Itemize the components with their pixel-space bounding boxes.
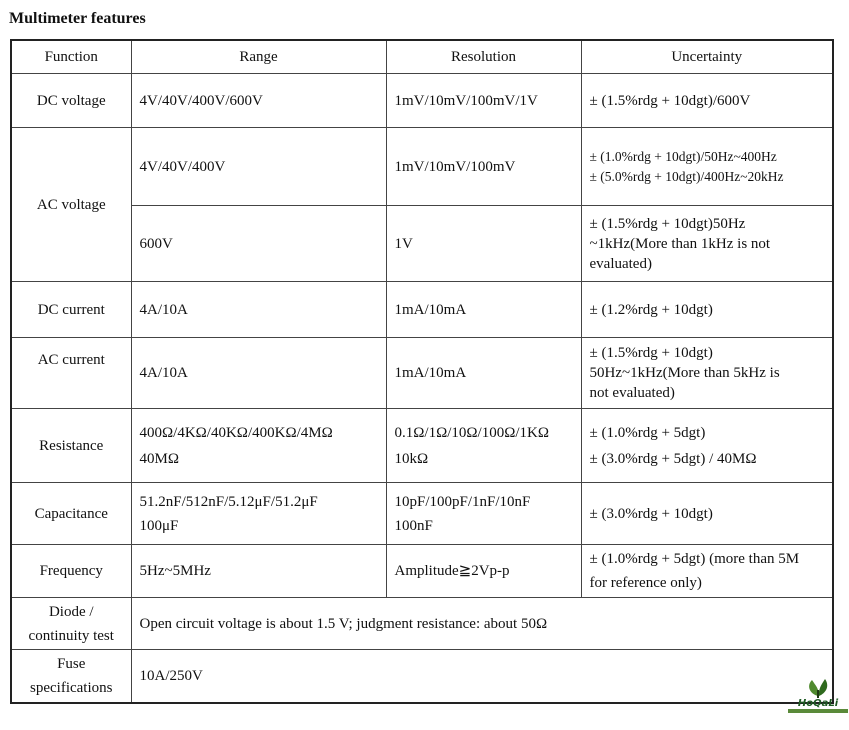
resolution-line: 0.1Ω/1Ω/10Ω/100Ω/1KΩ [394,424,549,441]
uncertainty-line: not evaluated) [589,385,675,401]
range-line: 100μF [139,517,179,534]
uncertainty-cell [581,338,833,409]
merged-value-cell: 10A/250V [131,650,833,703]
uncertainty-cell [581,206,833,282]
range-cell: 600V [131,206,386,282]
range-line: 40MΩ [139,450,179,467]
table-row [11,483,833,545]
function-line: Fuse [57,655,86,672]
uncertainty-line: ± (1.5%rdg + 10dgt) [589,345,713,361]
resolution-cell: 1V [386,206,581,282]
function-cell: Frequency [11,545,131,598]
uncertainty-line: ± (1.0%rdg + 5dgt) (more than 5M [589,551,800,567]
range-cell [131,409,386,483]
table-row [11,282,833,338]
table-row [11,598,833,650]
resolution-cell: 1mV/10mV/100mV/1V [386,74,581,128]
range-line: 400Ω/4KΩ/40KΩ/400KΩ/4MΩ [139,424,333,441]
function-line: continuity test [28,627,114,644]
table-row [11,545,833,598]
resolution-cell: Amplitude≧2Vp-p [386,545,581,598]
uncertainty-cell: ± (1.2%rdg + 10dgt) [581,282,833,338]
range-cell: 4V/40V/400V [131,128,386,206]
range-line: 51.2nF/512nF/5.12μF/51.2μF [139,493,318,510]
uncertainty-line: ~1kHz(More than 1kHz is not [589,235,771,252]
function-cell: DC voltage [11,74,131,128]
range-cell: 4A/10A [131,282,386,338]
range-cell [131,483,386,545]
uncertainty-cell [581,545,833,598]
resolution-cell: 1mA/10mA [386,282,581,338]
multimeter-features-table [10,39,834,704]
uncertainty-line: for reference only) [589,575,702,591]
table-row [11,74,833,128]
table-header-row [11,40,833,74]
table-row [11,409,833,483]
uncertainty-cell [581,409,833,483]
resolution-cell [386,409,581,483]
uncertainty-line: ± (1.0%rdg + 10dgt)/50Hz~400Hz [589,148,777,164]
page-title: Multimeter features [9,10,146,27]
leaf-logo-icon [788,676,848,716]
function-cell: Resistance [11,409,131,483]
logo-text: HoQaLi [797,698,839,709]
header-function: Function [11,40,131,74]
resolution-cell [386,483,581,545]
header-range: Range [131,40,386,74]
resolution-line: 100nF [394,517,433,534]
uncertainty-line: ± (3.0%rdg + 5dgt) / 40MΩ [589,450,757,467]
function-cell: Capacitance [11,483,131,545]
function-cell: DC current [11,282,131,338]
logo-underline [788,709,848,713]
merged-value-cell: Open circuit voltage is about 1.5 V; judgment resistance: about 50Ω [131,598,833,650]
table-row [11,128,833,206]
range-cell: 4V/40V/400V/600V [131,74,386,128]
uncertainty-line: 50Hz~1kHz(More than 5kHz is [589,365,780,381]
resolution-cell: 1mA/10mA [386,338,581,409]
function-cell: AC voltage [11,128,131,282]
range-cell: 5Hz~5MHz [131,545,386,598]
header-uncertainty: Uncertainty [581,40,833,74]
leaf-icon [788,676,848,700]
uncertainty-line: ± (5.0%rdg + 10dgt)/400Hz~20kHz [589,168,784,184]
uncertainty-line: ± (1.0%rdg + 5dgt) [589,424,706,441]
function-line: specifications [30,679,113,696]
table-row [11,338,833,409]
function-cell [11,650,131,703]
function-cell [11,598,131,650]
function-line: Diode / [48,603,94,620]
resolution-line: 10pF/100pF/1nF/10nF [394,493,531,510]
uncertainty-line: evaluated) [589,255,652,272]
uncertainty-cell: ± (1.5%rdg + 10dgt)/600V [581,74,833,128]
resolution-line: 10kΩ [394,450,429,467]
uncertainty-cell: ± (3.0%rdg + 10dgt) [581,483,833,545]
function-cell: AC current [11,338,131,409]
uncertainty-line: ± (1.5%rdg + 10dgt)50Hz [589,215,746,232]
resolution-cell: 1mV/10mV/100mV [386,128,581,206]
table-row [11,206,833,282]
table-row [11,650,833,703]
header-resolution: Resolution [386,40,581,74]
uncertainty-cell [581,128,833,206]
range-cell: 4A/10A [131,338,386,409]
